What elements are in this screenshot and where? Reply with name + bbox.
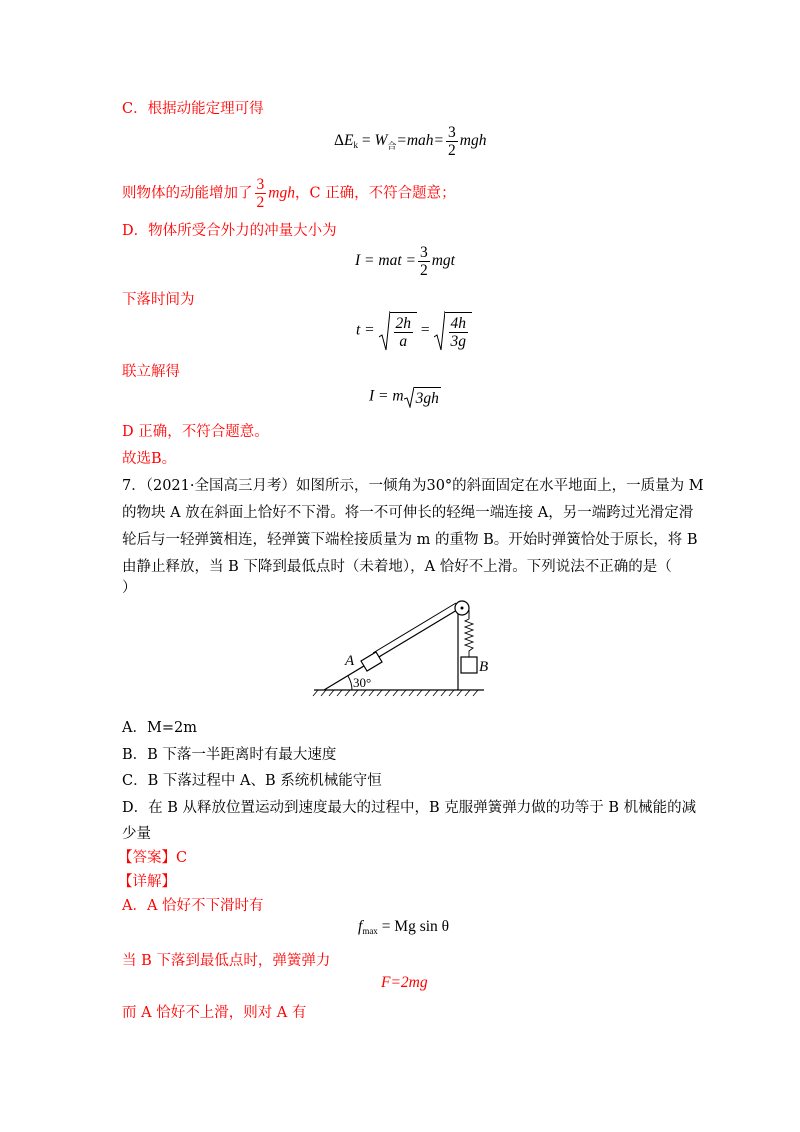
detail-label: 【详解】 [118, 874, 176, 890]
question-line-2: 的物块 A 放在斜面上恰好不下滑。将一不可伸长的轻绳一端连接 A，另一端跨过光滑定滑 [122, 505, 694, 521]
explain-a-intro: A．A 恰好不下滑时有 [122, 898, 264, 914]
option-d-line-1: D．在 B 从释放位置运动到速度最大的过程中，B 克服弹簧弹力做的功等于 B 机械能的减 [122, 800, 697, 816]
fraction-3-2: $\frac{3}{2}$ [448, 124, 456, 159]
choose-answer: 故选B。 [122, 451, 177, 467]
fraction-3-2: $\frac{3}{2}$ [419, 244, 428, 279]
fraction-3-2: $\frac{3}{2}$ [256, 176, 265, 211]
label-b: B [479, 659, 489, 675]
c-equation: $\Delta E_k = W_合=mah=$ $\frac{3}{2}$ mgh [334, 124, 487, 159]
sqrt-sign: 3gh [404, 386, 441, 408]
option-d-line-2: 少量 [122, 826, 151, 842]
d-intro: D．物体所受合外力的冲量大小为 [122, 223, 337, 239]
solve-label: 联立解得 [122, 364, 180, 380]
sqrt-sign: $\frac{4h}{3g}$ [434, 310, 473, 352]
option-c: C．B 下落过程中 A、B 系统机械能守恒 [122, 773, 382, 789]
time-equation: t = $\frac{2h}{a}$ = $\frac{4h}{3g}$ [356, 310, 472, 352]
friction-equation: $f_{max} = Mg$ sin θ [358, 918, 450, 936]
question-line-1: 7．（2021·全国高三月考）如图所示，一倾角为30°的斜面固定在水平地面上，一质量为 M [122, 478, 704, 494]
question-line-4: 由静止释放，当 B 下降到最低点时（未着地），A 恰好不上滑。下列说法不正确的是（ [122, 559, 672, 575]
option-b: B．B 下落一半距离时有最大速度 [122, 747, 337, 763]
angle-label: 30° [353, 675, 372, 690]
question-line-3: 轮后与一轻弹簧相连，轻弹簧下端栓接质量为 m 的重物 B。开始时弹簧恰处于原长，将 B [122, 532, 698, 548]
option-a: A．M=2m [122, 720, 197, 736]
explain-b-lowest: 当 B 下落到最低点时，弹簧弹力 [122, 953, 331, 969]
c-intro: C．根据动能定理可得 [122, 101, 264, 117]
c-result: 则物体的动能增加了 $\frac{3}{2}$ mgh，C 正确，不符合题意； [122, 176, 456, 211]
sqrt-sign: $\frac{2h}{a}$ [379, 310, 418, 352]
d-result: D 正确，不符合题意。 [122, 424, 269, 440]
solution-equation: I = m 3gh [369, 387, 439, 407]
label-a: A [345, 653, 355, 669]
spring-force-value: F=2mg [381, 974, 428, 991]
impulse-equation: I = mat = $\frac{3}{2}$ mgt [355, 244, 455, 279]
incline-figure [312, 595, 502, 709]
answer-label: 【答案】C [118, 850, 188, 866]
time-label: 下落时间为 [122, 292, 195, 308]
question-line-5: ） [122, 580, 137, 596]
explain-a-top: 而 A 恰好不上滑，则对 A 有 [122, 1005, 307, 1021]
